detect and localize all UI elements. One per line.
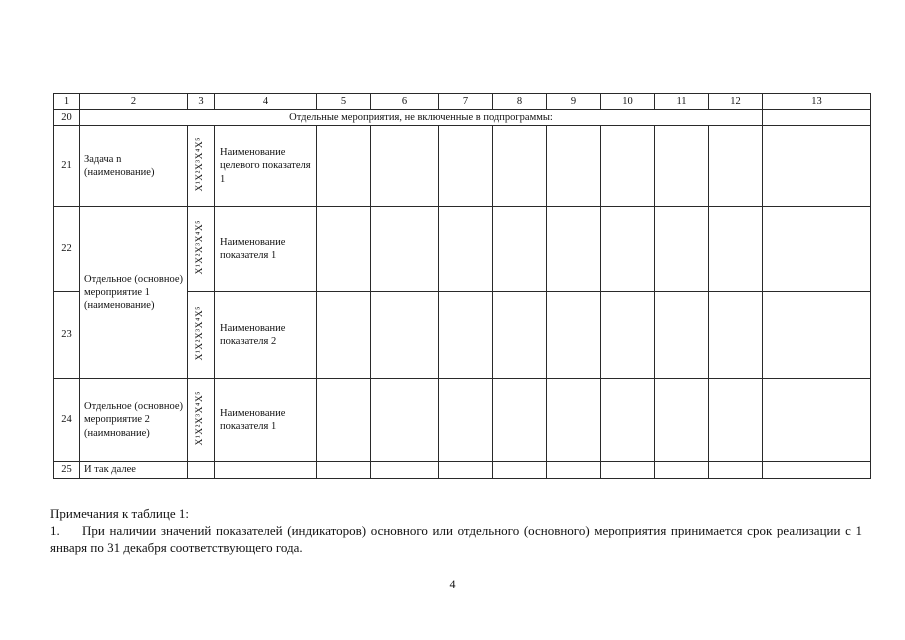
indicator-name: Наименование показателя 2: [215, 292, 317, 379]
section-row: [54, 110, 871, 126]
empty-cell: [493, 462, 547, 479]
activity-name: И так далее: [80, 462, 188, 479]
empty-cell: [709, 379, 763, 462]
header-cell: 4: [215, 94, 317, 110]
header-cell: 1: [54, 94, 80, 110]
empty-cell: [493, 292, 547, 379]
empty-cell: [317, 292, 371, 379]
code-cell: [188, 379, 215, 462]
empty-cell: [709, 207, 763, 292]
header-cell: 8: [493, 94, 547, 110]
empty-cell: [547, 126, 601, 207]
empty-cell: [655, 379, 709, 462]
code-text: X¹X²X³X⁴X⁵: [195, 390, 206, 446]
header-cell: 10: [601, 94, 655, 110]
empty-cell: [547, 462, 601, 479]
row-number: 25: [54, 462, 80, 479]
header-cell: 2: [80, 94, 188, 110]
code-text: X¹X²X³X⁴X⁵: [195, 219, 206, 275]
code-cell: [188, 207, 215, 292]
header-cell: 5: [317, 94, 371, 110]
empty-cell: [317, 379, 371, 462]
empty-cell: [601, 126, 655, 207]
empty-cell: [493, 379, 547, 462]
empty-cell: [763, 292, 871, 379]
empty-cell: [371, 207, 439, 292]
header-cell: 13: [763, 94, 871, 110]
header-cell: 3: [188, 94, 215, 110]
empty-cell: [215, 462, 317, 479]
activity-name: Отдельное (основное) мероприятие 2 (наимнование): [80, 379, 188, 462]
note-index: 1.: [50, 523, 60, 538]
empty-cell: [439, 207, 493, 292]
empty-cell: [547, 379, 601, 462]
row-number: 21: [54, 126, 80, 207]
empty-cell: [493, 207, 547, 292]
task-name: Задача n (наименование): [80, 126, 188, 207]
empty-cell: [601, 292, 655, 379]
empty-cell: [655, 462, 709, 479]
table-row: [54, 379, 871, 462]
empty-cell: [547, 292, 601, 379]
indicator-name: Наименование показателя 1: [215, 379, 317, 462]
activity-name: Отдельное (основное) мероприятие 1 (наименование): [80, 207, 188, 379]
empty-cell: [655, 207, 709, 292]
header-cell: 9: [547, 94, 601, 110]
empty-cell: [317, 207, 371, 292]
indicator-name: Наименование показателя 1: [215, 207, 317, 292]
empty-cell: [371, 379, 439, 462]
header-cell: 12: [709, 94, 763, 110]
empty-cell: [601, 207, 655, 292]
empty-cell: [439, 462, 493, 479]
empty-cell: [601, 462, 655, 479]
empty-cell: [439, 379, 493, 462]
empty-cell: [763, 462, 871, 479]
row-number: 24: [54, 379, 80, 462]
table-row: [54, 126, 871, 207]
empty-cell: [763, 207, 871, 292]
row-number: 23: [54, 292, 80, 379]
empty-cell: [601, 379, 655, 462]
notes-title: Примечания к таблице 1:: [50, 506, 189, 521]
empty-cell: [371, 126, 439, 207]
empty-cell: [188, 462, 215, 479]
header-row: [54, 94, 871, 110]
row-number: 20: [54, 110, 80, 126]
section-title: Отдельные мероприятия, не включенные в подпрограммы:: [80, 110, 763, 126]
indicator-name: Наименование целевого показателя 1: [215, 126, 317, 207]
empty-cell: [547, 207, 601, 292]
empty-cell: [709, 292, 763, 379]
header-cell: 6: [371, 94, 439, 110]
empty-cell: [763, 126, 871, 207]
empty-cell: [371, 292, 439, 379]
empty-cell: [709, 126, 763, 207]
empty-cell: [317, 462, 371, 479]
code-text: X¹X²X³X⁴X⁵: [195, 305, 206, 361]
empty-cell: [763, 379, 871, 462]
empty-cell: [439, 292, 493, 379]
empty-cell: [763, 110, 871, 126]
empty-cell: [493, 126, 547, 207]
row-number: 22: [54, 207, 80, 292]
code-cell: [188, 292, 215, 379]
empty-cell: [439, 126, 493, 207]
header-cell: 11: [655, 94, 709, 110]
note-text: При наличии значений показателей (индикаторов) основного или отдельного (основного) мероприятия принимается срок реализации с 1 января по 31 декабря соответствующего года.: [50, 523, 862, 555]
empty-cell: [371, 462, 439, 479]
indicators-table: [53, 93, 871, 479]
note-item: [50, 522, 862, 556]
table-row: [54, 462, 871, 479]
empty-cell: [655, 292, 709, 379]
empty-cell: [655, 126, 709, 207]
code-text: X¹X²X³X⁴X⁵: [195, 136, 206, 192]
empty-cell: [709, 462, 763, 479]
table-row: [54, 207, 871, 292]
empty-cell: [317, 126, 371, 207]
code-cell: [188, 126, 215, 207]
page-number: 4: [449, 577, 456, 591]
header-cell: 7: [439, 94, 493, 110]
